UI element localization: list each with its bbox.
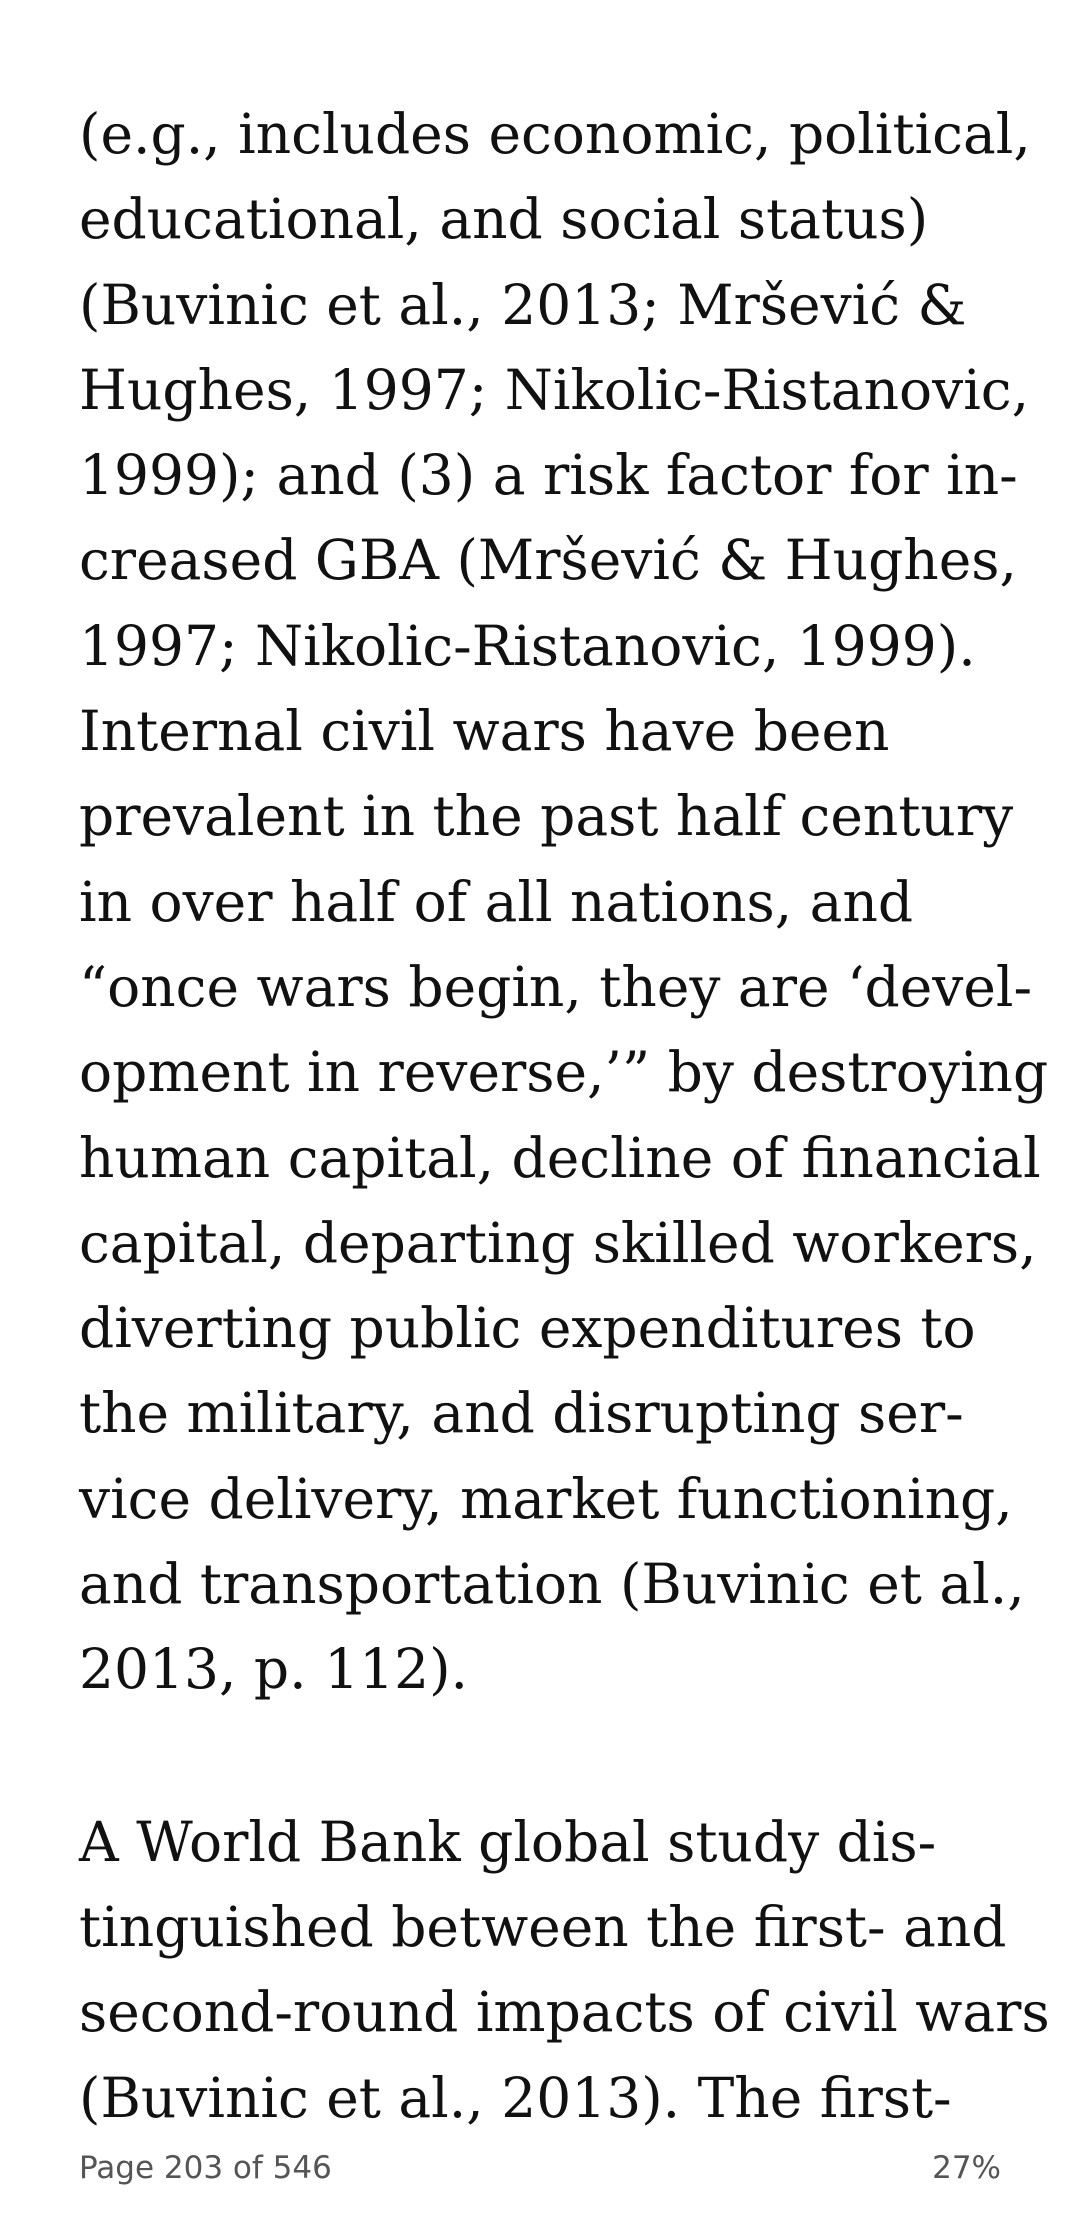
text-line: human capital, decline of financial [79,1125,1041,1190]
text-line: A World Bank global study dis- [79,1809,937,1874]
text-line: Hughes, 1997; Nikolic-Ristanovic, [79,357,1030,422]
text-line: prevalent in the past half century [79,784,1014,849]
page-indicator: Page 203 of 546 [79,2150,332,2186]
text-line: second-round impacts of civil wars [79,1980,1050,2045]
text-line: vice delivery, market functioning, [79,1466,1013,1531]
text-line: 2013, p. 112). [79,1637,469,1702]
text-line: creased GBA (Mršević & Hughes, [79,528,1017,593]
text-line: opment in reverse,’” by destroying [79,1040,1049,1105]
text-line: “once wars begin, they are ‘devel- [79,954,1033,1019]
text-line: the military, and disrupting ser- [79,1381,964,1446]
text-line: 1999); and (3) a risk factor for in- [79,443,1018,508]
text-line: (e.g., includes economic, political, [79,102,1031,166]
paragraph-1 [79,92,1049,1713]
text-line: (Buvinic et al., 2013). The first- [79,2065,952,2130]
reading-progress-percent: 27% [932,2150,1001,2186]
paragraph-spacer [79,1713,1019,1800]
reader-content[interactable] [79,92,1050,2141]
text-line: capital, departing skilled workers, [79,1210,1037,1275]
text-line: in over half of all nations, and [79,869,914,934]
text-line: 1997; Nikolic-Ristanovic, 1999). [79,613,976,678]
paragraph-2 [79,1800,1050,2141]
text-line: educational, and social status) [79,187,929,252]
text-line: Internal civil wars have been [79,699,890,764]
reader-footer [79,2150,1001,2190]
text-line: and transportation (Buvinic et al., [79,1552,1025,1617]
text-line: tinguished between the first- and [79,1894,1007,1959]
text-line: diverting public expenditures to [79,1296,976,1361]
text-line: (Buvinic et al., 2013; Mršević & [79,272,967,337]
